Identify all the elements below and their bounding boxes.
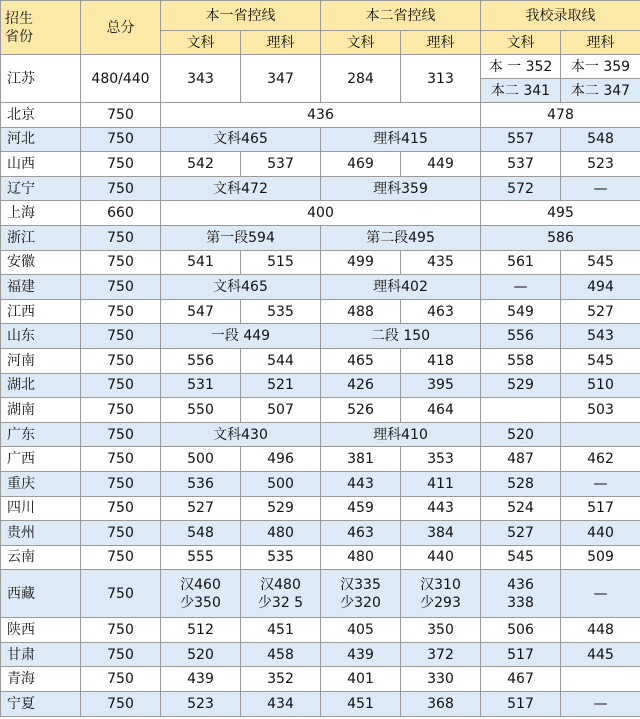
province-name: 广东 (1, 422, 81, 447)
ben1-wenke: 523 (161, 692, 241, 717)
ben2-wenke: 284 (321, 55, 401, 103)
school-like: 440 (561, 521, 640, 546)
school-like: 545 (561, 250, 640, 275)
ben1-wenke: 550 (161, 398, 241, 423)
school-line-merged: 478 (481, 103, 640, 128)
ben1-like: 529 (241, 496, 321, 521)
ben1-like: 451 (241, 618, 321, 643)
school-like: 445 (561, 642, 640, 667)
school-line-merged: 586 (481, 225, 640, 250)
table-row (1, 570, 640, 618)
province-name: 北京 (1, 103, 81, 128)
school-wenke: 537 (481, 152, 561, 177)
province-name: 上海 (1, 201, 81, 226)
ben1-like: 434 (241, 692, 321, 717)
ben2-wenke: 426 (321, 373, 401, 398)
ben1-like: 537 (241, 152, 321, 177)
school-like: 527 (561, 299, 640, 324)
total-score: 750 (81, 324, 161, 349)
province-name: 甘肃 (1, 642, 81, 667)
school-wenke: 436 338 (481, 570, 561, 618)
province-name: 辽宁 (1, 176, 81, 201)
province-name: 西藏 (1, 570, 81, 618)
ben1-line-merged: 文科465 (161, 127, 321, 152)
ben1-wenke: 542 (161, 152, 241, 177)
table-row (1, 176, 640, 201)
total-score: 750 (81, 373, 161, 398)
header-ben2-like: 理科 (401, 31, 481, 55)
province-name: 广西 (1, 447, 81, 472)
ben1-wenke: 汉460 少350 (161, 570, 241, 618)
provincial-line-merged: 436 (161, 103, 481, 128)
ben2-like: 353 (401, 447, 481, 472)
province-name: 河北 (1, 127, 81, 152)
ben1-wenke: 500 (161, 447, 241, 472)
ben1-like: 515 (241, 250, 321, 275)
table-row (1, 447, 640, 472)
total-score: 750 (81, 642, 161, 667)
province-name: 山东 (1, 324, 81, 349)
total-score: 750 (81, 618, 161, 643)
school-wenke: 524 (481, 496, 561, 521)
table-row (1, 667, 640, 692)
total-score: 750 (81, 496, 161, 521)
school-wenke: 527 (481, 521, 561, 546)
table-row (1, 250, 640, 275)
ben2-wenke: 499 (321, 250, 401, 275)
school-like (561, 667, 640, 692)
ben2-line-merged: 第二段495 (321, 225, 481, 250)
total-score: 750 (81, 250, 161, 275)
ben2-line-merged: 理科410 (321, 422, 481, 447)
total-score: 750 (81, 521, 161, 546)
province-name: 湖北 (1, 373, 81, 398)
ben2-wenke: 439 (321, 642, 401, 667)
school-like: 503 (561, 398, 640, 423)
school-like (561, 422, 640, 447)
ben1-wenke: 520 (161, 642, 241, 667)
ben2-line-merged: 理科359 (321, 176, 481, 201)
school-like: 494 (561, 275, 640, 300)
school-like: — (561, 176, 640, 201)
header-ben2: 本二省控线 (321, 1, 481, 31)
total-score: 750 (81, 348, 161, 373)
ben1-like: 535 (241, 299, 321, 324)
ben2-like: 汉310 少293 (401, 570, 481, 618)
ben2-wenke: 443 (321, 471, 401, 496)
school-wenke: 506 (481, 618, 561, 643)
school-wenke (481, 398, 561, 423)
ben2-wenke: 526 (321, 398, 401, 423)
table-row (1, 103, 640, 128)
province-name: 云南 (1, 545, 81, 570)
school-wenke: 487 (481, 447, 561, 472)
ben1-line-merged: 第一段594 (161, 225, 321, 250)
table-row (1, 642, 640, 667)
ben1-wenke: 548 (161, 521, 241, 546)
school-wenke: 517 (481, 642, 561, 667)
ben1-wenke: 527 (161, 496, 241, 521)
total-score: 750 (81, 225, 161, 250)
ben2-wenke: 451 (321, 692, 401, 717)
school-wenke: 517 (481, 692, 561, 717)
total-score: 750 (81, 545, 161, 570)
total-score: 750 (81, 152, 161, 177)
table-row (1, 373, 640, 398)
header-ben1: 本一省控线 (161, 1, 321, 31)
ben1-like: 544 (241, 348, 321, 373)
province-name: 福建 (1, 275, 81, 300)
total-score: 660 (81, 201, 161, 226)
table-row (1, 275, 640, 300)
ben2-like: 411 (401, 471, 481, 496)
table-row (1, 299, 640, 324)
school-like: — (561, 570, 640, 618)
table-row (1, 496, 640, 521)
total-score: 750 (81, 127, 161, 152)
ben2-wenke: 488 (321, 299, 401, 324)
ben1-wenke: 343 (161, 55, 241, 103)
ben2-like: 449 (401, 152, 481, 177)
province-name: 贵州 (1, 521, 81, 546)
province-name: 四川 (1, 496, 81, 521)
ben2-like: 435 (401, 250, 481, 275)
table-row (1, 471, 640, 496)
school-wenke-ben2: 本二 341 (481, 79, 561, 103)
total-score: 750 (81, 275, 161, 300)
school-wenke: 545 (481, 545, 561, 570)
table-row (1, 398, 640, 423)
ben2-wenke: 405 (321, 618, 401, 643)
header-school-wenke: 文科 (481, 31, 561, 55)
ben2-wenke: 463 (321, 521, 401, 546)
ben1-wenke: 547 (161, 299, 241, 324)
school-wenke: 572 (481, 176, 561, 201)
ben2-wenke: 401 (321, 667, 401, 692)
header-ben2-wenke: 文科 (321, 31, 401, 55)
ben1-wenke: 556 (161, 348, 241, 373)
ben2-like: 372 (401, 642, 481, 667)
header-school-like: 理科 (561, 31, 640, 55)
header-province: 招生 省份 (1, 1, 81, 55)
ben2-like: 384 (401, 521, 481, 546)
table-row (1, 324, 640, 349)
school-like: — (561, 471, 640, 496)
ben2-like: 443 (401, 496, 481, 521)
ben1-like: 507 (241, 398, 321, 423)
ben1-like: 汉480 少32 5 (241, 570, 321, 618)
ben2-like: 313 (401, 55, 481, 103)
total-score: 480/440 (81, 55, 161, 103)
school-wenke: 557 (481, 127, 561, 152)
ben2-wenke: 汉335 少320 (321, 570, 401, 618)
ben1-wenke: 531 (161, 373, 241, 398)
ben2-line-merged: 理科415 (321, 127, 481, 152)
province-name: 安徽 (1, 250, 81, 275)
ben2-like: 330 (401, 667, 481, 692)
ben1-like: 521 (241, 373, 321, 398)
ben1-line-merged: 文科430 (161, 422, 321, 447)
total-score: 750 (81, 447, 161, 472)
school-like: 509 (561, 545, 640, 570)
total-score: 750 (81, 471, 161, 496)
header-ben1-wenke: 文科 (161, 31, 241, 55)
header-total: 总分 (81, 1, 161, 55)
province-name: 重庆 (1, 471, 81, 496)
ben1-like: 458 (241, 642, 321, 667)
school-wenke: 528 (481, 471, 561, 496)
province-name: 山西 (1, 152, 81, 177)
ben2-wenke: 469 (321, 152, 401, 177)
table-row (1, 692, 640, 717)
total-score: 750 (81, 570, 161, 618)
table-row (1, 152, 640, 177)
province-name: 江苏 (1, 55, 81, 103)
school-like: 462 (561, 447, 640, 472)
ben1-line-merged: 一段 449 (161, 324, 321, 349)
total-score: 750 (81, 398, 161, 423)
ben1-line-merged: 文科472 (161, 176, 321, 201)
province-name: 宁夏 (1, 692, 81, 717)
school-like: 517 (561, 496, 640, 521)
school-like: 548 (561, 127, 640, 152)
ben1-wenke: 536 (161, 471, 241, 496)
header-ben1-like: 理科 (241, 31, 321, 55)
ben1-wenke: 439 (161, 667, 241, 692)
school-wenke: 561 (481, 250, 561, 275)
school-wenke: 467 (481, 667, 561, 692)
total-score: 750 (81, 299, 161, 324)
ben1-like: 347 (241, 55, 321, 103)
table-row (1, 348, 640, 373)
ben2-like: 418 (401, 348, 481, 373)
ben1-wenke: 555 (161, 545, 241, 570)
ben2-line-merged: 理科402 (321, 275, 481, 300)
ben2-wenke: 459 (321, 496, 401, 521)
school-like: 448 (561, 618, 640, 643)
total-score: 750 (81, 176, 161, 201)
school-wenke: — (481, 275, 561, 300)
ben2-like: 440 (401, 545, 481, 570)
ben2-like: 464 (401, 398, 481, 423)
ben2-like: 463 (401, 299, 481, 324)
ben1-like: 480 (241, 521, 321, 546)
school-wenke: 549 (481, 299, 561, 324)
school-like-ben1: 本一 359 (561, 55, 640, 79)
total-score: 750 (81, 103, 161, 128)
ben2-like: 395 (401, 373, 481, 398)
ben2-wenke: 381 (321, 447, 401, 472)
school-like-ben2: 本二 347 (561, 79, 640, 103)
province-name: 浙江 (1, 225, 81, 250)
table-row (1, 618, 640, 643)
ben1-like: 496 (241, 447, 321, 472)
ben1-wenke: 512 (161, 618, 241, 643)
total-score: 750 (81, 692, 161, 717)
school-like: — (561, 692, 640, 717)
ben1-line-merged: 文科465 (161, 275, 321, 300)
school-wenke: 529 (481, 373, 561, 398)
province-name: 陕西 (1, 618, 81, 643)
ben1-like: 352 (241, 667, 321, 692)
ben2-like: 368 (401, 692, 481, 717)
header-school: 我校录取线 (481, 1, 640, 31)
school-like: 523 (561, 152, 640, 177)
total-score: 750 (81, 422, 161, 447)
province-name: 青海 (1, 667, 81, 692)
table-row (1, 127, 640, 152)
ben2-like: 350 (401, 618, 481, 643)
table-row (1, 422, 640, 447)
school-wenke-ben1: 本 一 352 (481, 55, 561, 79)
ben2-wenke: 465 (321, 348, 401, 373)
table-row (1, 201, 640, 226)
table-row (1, 545, 640, 570)
school-wenke: 520 (481, 422, 561, 447)
school-like: 545 (561, 348, 640, 373)
ben1-wenke: 541 (161, 250, 241, 275)
province-name: 江西 (1, 299, 81, 324)
ben1-like: 535 (241, 545, 321, 570)
ben2-line-merged: 二段 150 (321, 324, 481, 349)
table-row (1, 521, 640, 546)
school-wenke: 556 (481, 324, 561, 349)
school-wenke: 558 (481, 348, 561, 373)
ben1-like: 500 (241, 471, 321, 496)
province-name: 湖南 (1, 398, 81, 423)
table-row (1, 225, 640, 250)
total-score: 750 (81, 667, 161, 692)
school-like: 543 (561, 324, 640, 349)
province-name: 河南 (1, 348, 81, 373)
school-line-merged: 495 (481, 201, 640, 226)
school-like: 510 (561, 373, 640, 398)
provincial-line-merged: 400 (161, 201, 481, 226)
ben2-wenke: 480 (321, 545, 401, 570)
